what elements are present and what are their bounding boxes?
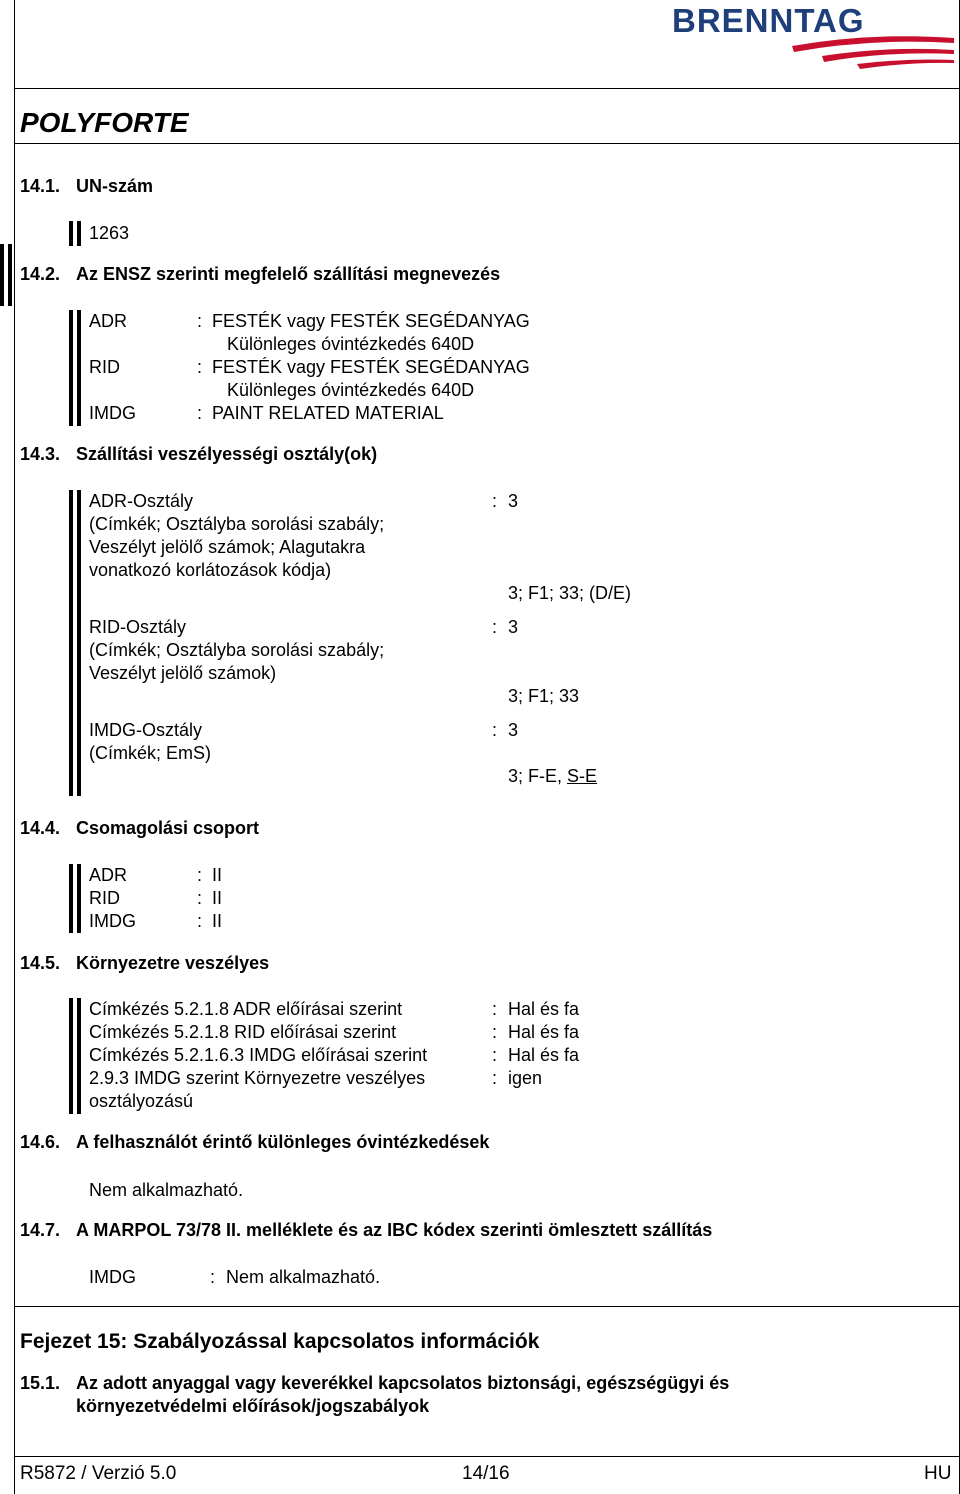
pg-adr-label: ADR	[89, 865, 128, 885]
section-14-5-title: Környezetre veszélyes	[76, 953, 270, 973]
env-adr-label: Címkézés 5.2.1.8 ADR előírásai szerint	[89, 999, 403, 1019]
imdg-class-desc: (Címkék; EmS)	[89, 743, 212, 763]
env-imdg-label: Címkézés 5.2.1.6.3 IMDG előírásai szerint	[89, 1045, 428, 1065]
imdg-detail-prefix: 3; F-E,	[508, 766, 568, 786]
imdg-name: PAINT RELATED MATERIAL	[212, 403, 444, 423]
footer-version: R5872 / Verzió 5.0	[20, 1463, 177, 1484]
adr-class-detail: 3; F1; 33; (D/E)	[508, 583, 632, 603]
brenntag-logo	[672, 2, 956, 72]
adr-label: ADR	[89, 311, 128, 331]
rid-class-detail: 3; F1; 33	[508, 686, 580, 706]
change-bar	[77, 490, 81, 796]
env-marine-value: igen	[508, 1068, 543, 1088]
logo-swoosh-icon	[672, 2, 956, 72]
section-14-2-number: 14.2.	[20, 264, 61, 284]
margin-change-bar	[8, 244, 12, 306]
section-14-3-title: Szállítási veszélyességi osztály(ok)	[76, 444, 378, 464]
env-rid-value: Hal és fa	[508, 1022, 580, 1042]
change-bar	[77, 310, 81, 426]
env-marine-label-2: osztályozású	[89, 1091, 194, 1111]
logo-text: BRENNTAG	[672, 2, 865, 39]
change-bar	[77, 221, 81, 246]
imdg-class-detail	[508, 765, 597, 787]
rid-name-line1: FESTÉK vagy FESTÉK SEGÉDANYAG	[212, 357, 530, 377]
section-14-4-title: Csomagolási csoport	[76, 818, 260, 838]
product-name: POLYFORTE	[20, 107, 189, 138]
colon: :	[492, 1022, 498, 1042]
colon: :	[492, 617, 498, 637]
change-bar	[69, 998, 73, 1114]
colon: :	[197, 357, 203, 377]
change-bar	[69, 490, 73, 796]
marpol-imdg-label: IMDG	[89, 1267, 136, 1287]
section-14-6-number: 14.6.	[20, 1132, 61, 1152]
env-marine-label: 2.9.3 IMDG szerint Környezetre veszélyes	[89, 1068, 426, 1088]
pg-adr-value: II	[212, 865, 223, 885]
adr-class-desc-1: (Címkék; Osztályba sorolási szabály;	[89, 514, 385, 534]
rid-class-label: RID-Osztály	[89, 617, 187, 637]
section-15-1-number: 15.1.	[20, 1373, 61, 1393]
env-adr-value: Hal és fa	[508, 999, 580, 1019]
adr-class-value: 3	[508, 491, 519, 511]
section-14-7-title: A MARPOL 73/78 II. melléklete és az IBC kódex szerinti ömlesztett szállítás	[76, 1220, 713, 1240]
pg-rid-value: II	[212, 888, 223, 908]
colon: :	[197, 311, 203, 331]
change-bar	[69, 221, 73, 246]
colon: :	[492, 720, 498, 740]
section-15-1-title-line1: Az adott anyaggal vagy keverékkel kapcsolatos biztonsági, egészségügyi és	[76, 1373, 730, 1393]
adr-name-line2: Különleges óvintézkedés 640D	[227, 334, 475, 354]
colon: :	[492, 491, 498, 511]
section-14-2-title: Az ENSZ szerinti megfelelő szállítási megnevezés	[76, 264, 501, 284]
rid-label: RID	[89, 357, 120, 377]
marpol-imdg-value: Nem alkalmazható.	[226, 1267, 381, 1287]
change-bar	[77, 998, 81, 1114]
colon: :	[492, 1068, 498, 1088]
section-14-5-number: 14.5.	[20, 953, 61, 973]
colon: :	[197, 911, 203, 931]
section-14-3-number: 14.3.	[20, 444, 61, 464]
section-14-4-number: 14.4.	[20, 818, 61, 838]
footer-language: HU	[924, 1463, 952, 1484]
rid-class-value: 3	[508, 617, 519, 637]
rid-class-desc-2: Veszélyt jelölő számok)	[89, 663, 277, 683]
header-bottom-rule	[14, 143, 960, 144]
change-bar	[69, 864, 73, 933]
special-precautions-text: Nem alkalmazható.	[89, 1180, 244, 1200]
un-number: 1263	[89, 223, 130, 243]
change-bar	[77, 864, 81, 933]
env-imdg-value: Hal és fa	[508, 1045, 580, 1065]
colon: :	[197, 403, 203, 423]
pg-rid-label: RID	[89, 888, 120, 908]
pg-imdg-value: II	[212, 911, 223, 931]
section-14-1-title: UN-szám	[76, 176, 154, 196]
section-14-7-number: 14.7.	[20, 1220, 61, 1240]
colon: :	[492, 1045, 498, 1065]
margin-change-bar	[0, 244, 4, 306]
pg-imdg-label: IMDG	[89, 911, 136, 931]
section-15-1-title-line2: környezetvédelmi előírások/jogszabályok	[76, 1396, 430, 1416]
imdg-label: IMDG	[89, 403, 136, 423]
adr-class-label: ADR-Osztály	[89, 491, 194, 511]
imdg-class-value: 3	[508, 720, 519, 740]
adr-class-desc-2: Veszélyt jelölő számok; Alagutakra	[89, 537, 366, 557]
rid-name-line2: Különleges óvintézkedés 640D	[227, 380, 475, 400]
imdg-class-label: IMDG-Osztály	[89, 720, 203, 740]
header-top-rule	[14, 88, 960, 89]
colon: :	[492, 999, 498, 1019]
section-14-6-title: A felhasználót érintő különleges óvintézkedések	[76, 1132, 490, 1152]
footer-page-number: 14/16	[462, 1463, 510, 1484]
change-bar	[69, 310, 73, 426]
section-14-1-number: 14.1.	[20, 176, 61, 196]
colon: :	[210, 1267, 216, 1287]
rid-class-desc-1: (Címkék; Osztályba sorolási szabály;	[89, 640, 385, 660]
colon: :	[197, 888, 203, 908]
chapter-15-title: Fejezet 15: Szabályozással kapcsolatos információk	[20, 1330, 540, 1353]
adr-class-desc-3: vonatkozó korlátozások kódja)	[89, 560, 332, 580]
env-rid-label: Címkézés 5.2.1.8 RID előírásai szerint	[89, 1022, 397, 1042]
adr-name-line1: FESTÉK vagy FESTÉK SEGÉDANYAG	[212, 311, 530, 331]
colon: :	[197, 865, 203, 885]
chapter-rule	[14, 1306, 960, 1307]
imdg-ems-link[interactable]: S-E	[567, 766, 598, 786]
footer-rule	[14, 1456, 960, 1457]
